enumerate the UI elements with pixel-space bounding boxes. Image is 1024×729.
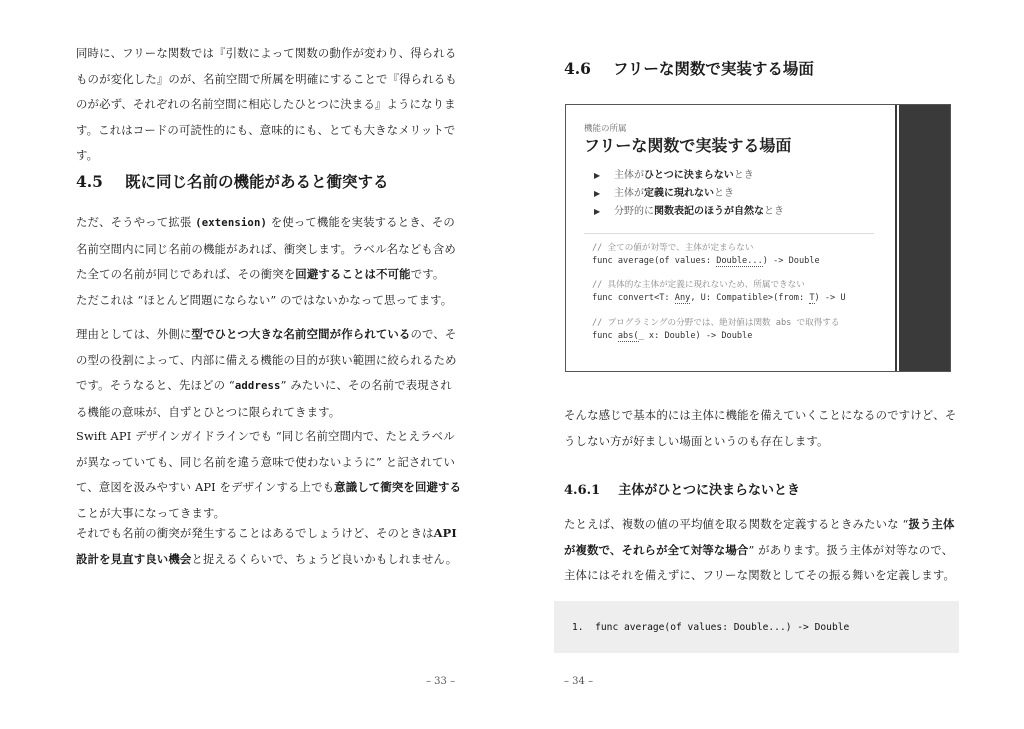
- section-title: フリーな関数で実装する場面: [612, 60, 814, 78]
- code-comment: // 具体的な主体が定義に現れないため、所属できない: [592, 280, 805, 290]
- bold-text: API 設計を見直す良い機会: [76, 526, 457, 566]
- text: と捉えるくらいで、ちょうど良いかもしれません。: [191, 551, 458, 566]
- code-text: func average(of values: Double...) -> Double: [595, 622, 850, 633]
- bold-text: 扱う主体が複数で、それらが全て対等な場合: [564, 517, 955, 557]
- section-heading-4-5: [76, 170, 388, 192]
- code-comment: // プログラミングの分野では、絶対値は関数 abs で取得する: [592, 318, 840, 328]
- slide-figure: [565, 104, 951, 372]
- triangle-bullet-icon: ▶: [594, 207, 601, 216]
- paragraph-conflict-opportunity: [76, 521, 462, 572]
- text: たとえば、複数の値の平均値を取る関数を定義するときみたいな “: [564, 517, 909, 531]
- slide-code-snippet: [592, 279, 846, 305]
- section-heading-4-6: [564, 57, 814, 79]
- section-number: 4.5: [76, 172, 103, 191]
- code-text: func average(of values:: [592, 256, 717, 266]
- slide-bullet: [594, 203, 784, 221]
- paragraph-not-a-problem: [76, 288, 462, 314]
- paragraph-reason: [76, 322, 462, 425]
- slide-title: フリーな関数で実装する場面: [584, 136, 792, 155]
- code-text: ) -> U: [814, 293, 846, 303]
- text: です。: [410, 267, 445, 281]
- intro-text: 同時に、フリーな関数では『引数によって関数の動作が変わり、得られるものが変化した』のが、名前空間で所属を明確にすることで『得られるものが必ず、それぞれの名前空間に相応したひとつに決まる』ようになります。これはコードの可読性的にも、意味的にも、とても大きなメリットです。: [76, 46, 457, 162]
- text: 主体が: [614, 188, 644, 199]
- code-text: , U: Compatible>(from:: [690, 293, 810, 303]
- code-line: [572, 622, 849, 633]
- code-underlined: Any: [674, 293, 691, 303]
- line-number: 1.: [572, 622, 584, 633]
- text: 理由としては、外側に: [76, 327, 192, 341]
- text: ” があります。扱う主体が対等なので、主体にはそれを備えずに、フリーな関数としてその振る舞いを定義します。: [564, 542, 956, 582]
- text: それでも名前の衝突が発生することはあるでしょうけど、そのときは: [76, 526, 434, 540]
- code-block: [554, 601, 959, 653]
- intro-paragraph: [76, 41, 462, 169]
- section-heading-4-6-1: [564, 479, 800, 498]
- text: ただこれは “ほとんど問題にならない” のではないかなって思ってます。: [76, 293, 453, 307]
- code-underlined: abs(: [617, 331, 639, 341]
- text: そんな感じで基本的には主体に機能を備えていくことになるのですけど、そうしない方が好ましい場面というのも存在します。: [564, 408, 957, 448]
- text: ” みたいに、その名前で表現される機能の意味が、自ずとひとつに限られてきます。: [76, 378, 452, 419]
- section-title: 主体がひとつに決まらないとき: [618, 483, 800, 498]
- triangle-bullet-icon: ▶: [594, 189, 601, 198]
- emphasis-text: 定義に現れない: [644, 188, 714, 199]
- bold-text: 意識して衝突を回避する: [334, 480, 462, 494]
- code-text: func convert<T:: [592, 293, 675, 303]
- right-page: [512, 0, 1024, 729]
- slide-code-snippet: [592, 317, 839, 343]
- text: とき: [733, 170, 754, 181]
- bold-text: 型でひとつ大きな名前空間が作られている: [191, 327, 411, 341]
- text: ので、その型の役割によって、内部に備える機能の目的が狭い範囲に絞られるためです。そうなると、先ほどの “: [76, 327, 457, 392]
- emphasis-text: ひとつに決まらない: [644, 170, 734, 181]
- text: ことが大事になってきます。: [76, 505, 226, 520]
- text: 分野的に: [614, 206, 654, 217]
- page-number: – 34 –: [564, 676, 594, 687]
- code-text: ) -> Double: [762, 256, 820, 266]
- inline-code: (extension): [195, 217, 267, 229]
- slide-divider: [584, 233, 874, 234]
- emphasis-text: 関数表記のほうが自然な: [654, 206, 764, 217]
- code-text: _ x: Double) -> Double: [638, 331, 753, 341]
- text: とき: [714, 188, 734, 199]
- text: ただ、そうやって拡張: [76, 215, 196, 229]
- slide-bullet: [594, 185, 784, 203]
- code-text: func: [592, 331, 618, 341]
- slide-bullet-list: [594, 167, 784, 221]
- bold-text: 回避することは不可能: [295, 267, 411, 281]
- paragraph-preferred-cases: [564, 403, 964, 454]
- paragraph-extension-conflict: [76, 210, 462, 288]
- code-underlined: Double...: [716, 256, 763, 266]
- slide-bullet: [594, 167, 784, 185]
- slide-code-snippet: [592, 242, 820, 268]
- paragraph-api-guidelines: [76, 424, 462, 526]
- text: とき: [764, 206, 784, 217]
- inline-code: address: [234, 380, 281, 392]
- text: Swift API デザインガイドラインでも “同じ名前空間内で、たとえラベルが異なっていても、同じ名前を違う意味で使わないように” と記されていて、意図を汲みやすい API をデザインする上でも: [76, 429, 456, 494]
- code-underlined: T: [809, 293, 815, 303]
- text: を使って機能を実装するとき、その名前空間内に同じ名前の機能があれば、衝突します。ラベル名なども含めた全ての名前が同じであれば、その衝突を: [76, 215, 456, 281]
- page-number: – 33 –: [426, 676, 456, 687]
- slide-side-bar: [895, 105, 950, 371]
- section-number: 4.6.1: [564, 483, 601, 498]
- text: 主体が: [614, 170, 644, 181]
- triangle-bullet-icon: ▶: [594, 171, 601, 180]
- paragraph-average-example: [564, 512, 964, 589]
- section-number: 4.6: [564, 59, 591, 78]
- section-title: 既に同じ名前の機能があると衝突する: [124, 173, 389, 191]
- slide-subtitle: 機能の所属: [584, 124, 627, 134]
- code-comment: // 全ての値が対等で、主体が定まらない: [592, 243, 754, 253]
